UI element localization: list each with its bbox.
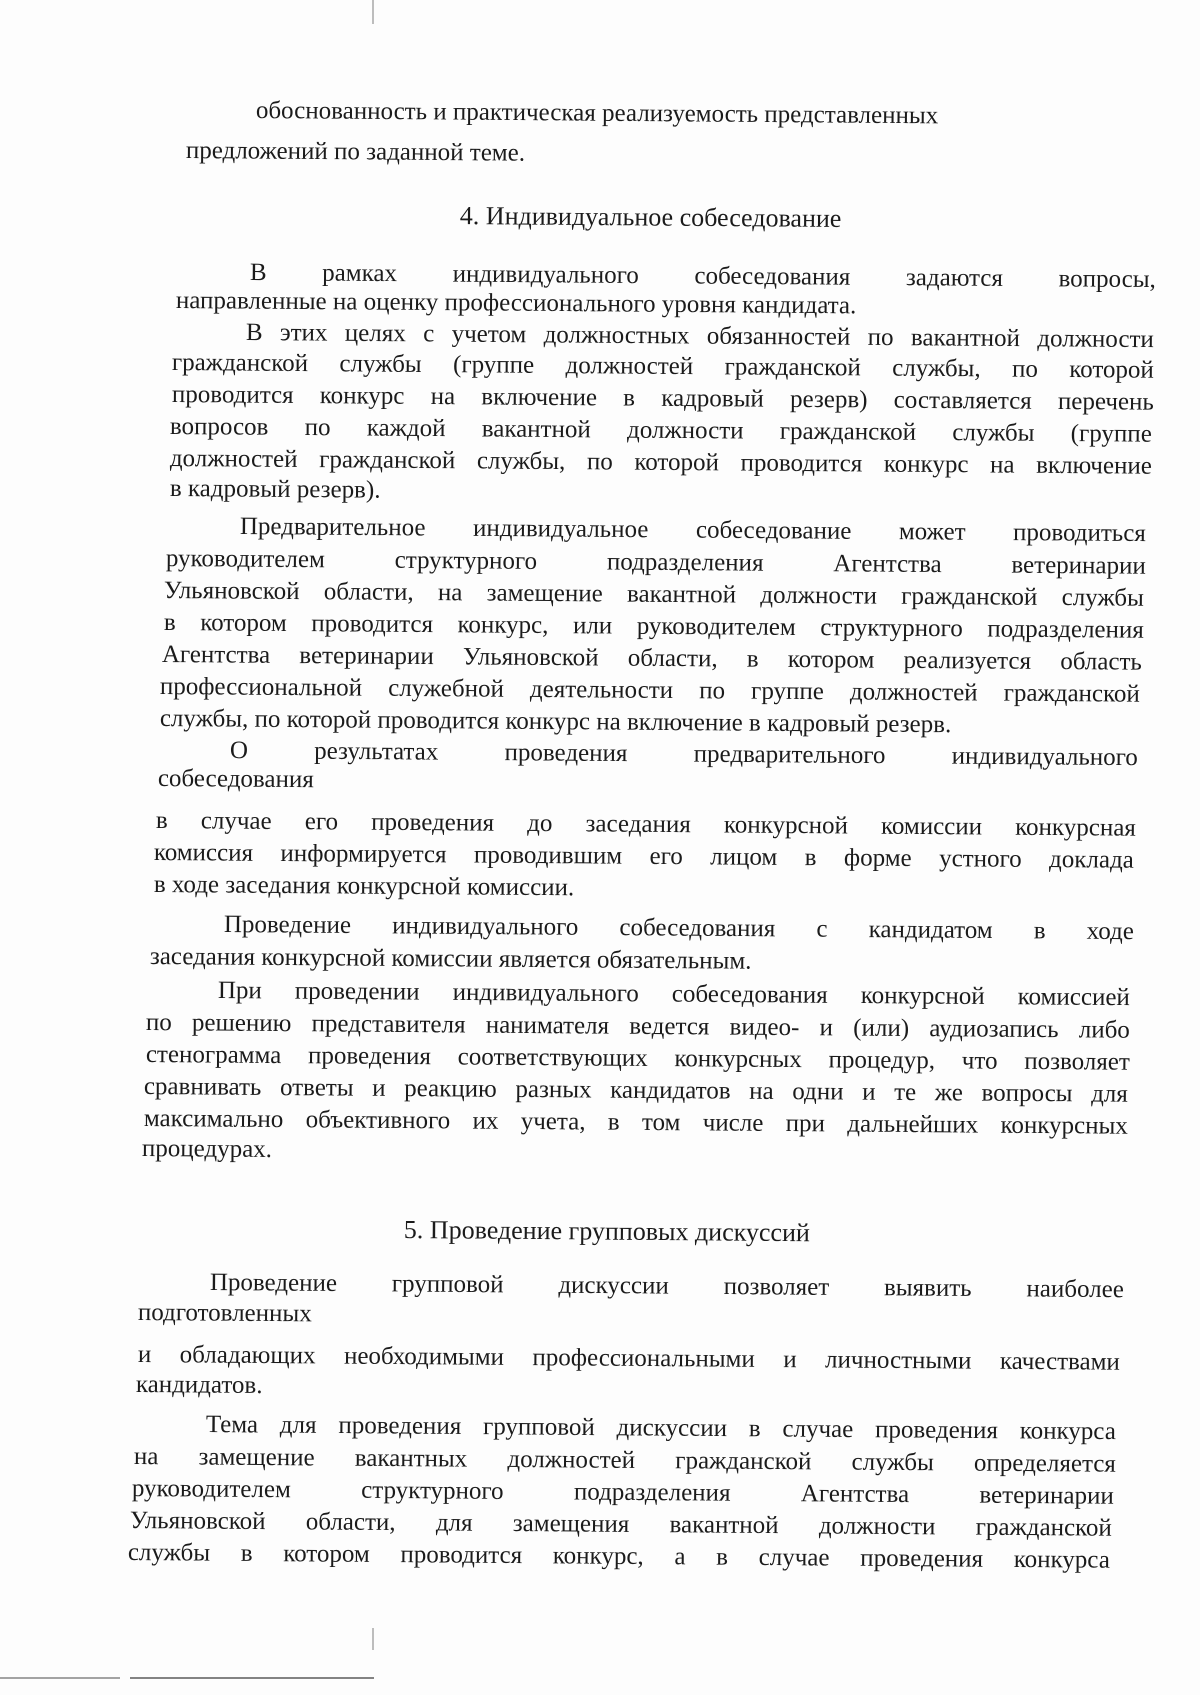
paragraph-line: комиссия информируется проводившим его лицом в форме устного доклада (153, 838, 1134, 874)
paragraph-line: в кадровый резерв). (169, 474, 381, 504)
paragraph-line: предложений по заданной теме. (185, 136, 526, 167)
paragraph-line: Проведение индивидуального собеседования с кандидатом в ходе (223, 910, 1134, 946)
paragraph-line: подготовленных (137, 1299, 312, 1328)
paragraph-line: сравнивать ответы и реакцию разных кандидатов на одни и те же вопросы для (143, 1073, 1128, 1108)
paragraph-line: стенограмма проведения соответствующих конкурсных процедур, что позволяет (145, 1041, 1130, 1076)
scan-fold-mark (372, 1628, 374, 1650)
paragraph-line: При проведении индивидуального собеседования конкурсной комиссией (217, 976, 1130, 1012)
paragraph-line: В рамках индивидуального собеседования задаются вопросы, (249, 258, 1156, 294)
paragraph-line: Тема для проведения групповой дискуссии в случае проведения конкурса (205, 1411, 1116, 1446)
section-heading: 4. Индивидуальное собеседование (459, 200, 842, 233)
paragraph-line: профессиональной служебной деятельности по группе должностей гражданской (159, 672, 1140, 708)
paragraph-line: Агентства ветеринарии Ульяновской области, в котором реализуется область (161, 640, 1142, 676)
scan-fold-mark (372, 0, 374, 24)
paragraph-line: вопросов по каждой вакантной должности гражданской службы (группе (169, 412, 1152, 448)
paragraph-line: Ульяновской области, на замещение вакантной должности гражданской службы (163, 576, 1144, 612)
section-heading: 5. Проведение групповых дискуссий (403, 1215, 810, 1248)
scan-edge-line (0, 1677, 120, 1679)
paragraph-line (256, 96, 1164, 133)
paragraph-line: в ходе заседания конкурсной комиссии. (153, 870, 575, 902)
paragraph-line: максимально объективного их учета, в том числе при дальнейших конкурсных (143, 1105, 1128, 1140)
paragraph-line: в случае его проведения до заседания конкурсной комиссии конкурсная (155, 806, 1136, 842)
paragraph-line: должностей гражданской службы, по которой проводится конкурс на включение (169, 444, 1152, 480)
paragraph-line: службы, по которой проводится конкурс на включение в кадровый резерв. (159, 704, 952, 739)
paragraph-line: на замещение вакантных должностей гражданской службы определяется (133, 1443, 1116, 1478)
paragraph-line: процедурах. (141, 1135, 273, 1164)
paragraph-line: заседания конкурсной комиссии является обязательным. (149, 942, 752, 975)
paragraph-line: руководителем структурного подразделения Агентства ветеринарии (165, 544, 1146, 580)
paragraph-line: Предварительное индивидуальное собеседование может проводиться (239, 512, 1146, 548)
text-line: обоснованность и практическая реализуемость представленных (255, 96, 939, 130)
paragraph-line: В этих целях с учетом должностных обязанностей по вакантной должности (245, 318, 1154, 354)
paragraph-line: О результатах проведения предварительного индивидуального (229, 736, 1138, 772)
paragraph-line: направленные на оценку профессионального уровня кандидата. (175, 286, 857, 320)
paragraph-line: Проведение групповой дискуссии позволяет выявить наиболее (209, 1269, 1124, 1304)
paragraph-line: руководителем структурного подразделения Агентства ветеринарии (131, 1475, 1114, 1510)
paragraph-line: в котором проводится конкурс, или руководителем структурного подразделения (163, 608, 1144, 644)
paragraph-line: кандидатов. (135, 1371, 263, 1399)
scan-edge-line (130, 1677, 374, 1679)
paragraph-line: службы в котором проводится конкурс, а в случае проведения конкурса (127, 1539, 1110, 1574)
paragraph-line: проводится конкурс на включение в кадровый резерв) составляется перечень (171, 380, 1154, 416)
paragraph-line: по решению представителя нанимателя ведется видео- и (или) аудиозапись либо (145, 1008, 1130, 1044)
paragraph-line: собеседования (157, 764, 314, 794)
paragraph-line: гражданской службы (группе должностей гражданской службы, по которой (171, 348, 1154, 384)
paragraph-line: и обладающих необходимыми профессиональными и личностными качествами (137, 1341, 1120, 1376)
paragraph-line: Ульяновской области, для замещения вакантной должности гражданской (129, 1507, 1112, 1542)
